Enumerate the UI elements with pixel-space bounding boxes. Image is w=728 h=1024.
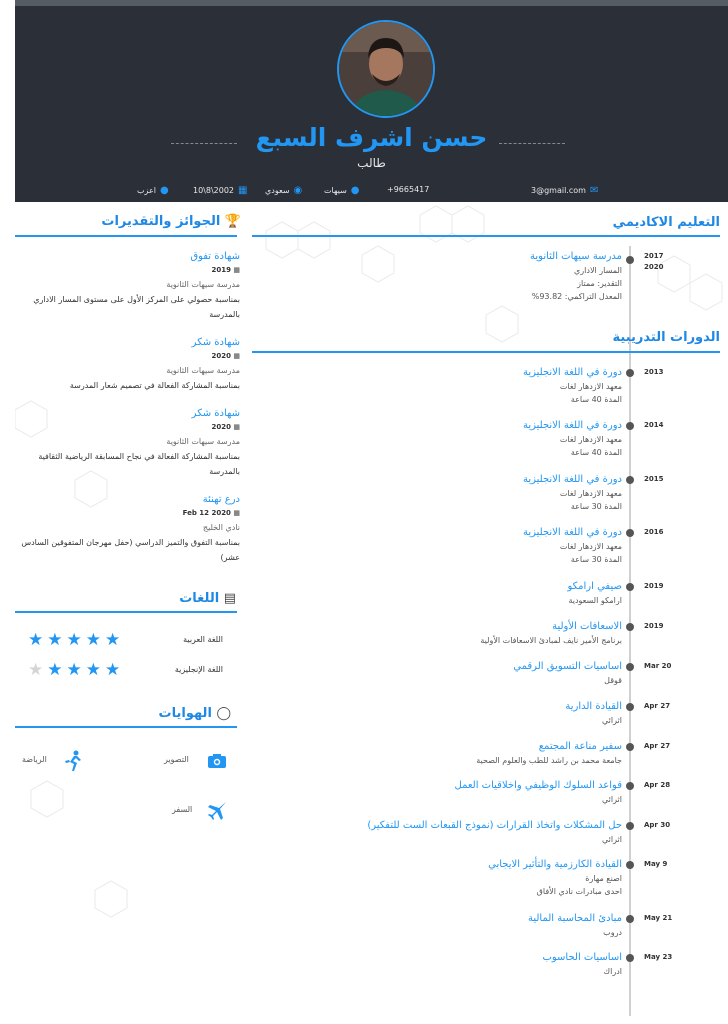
contact-status: ● اعزب bbox=[137, 185, 169, 196]
star-icon: ★ bbox=[28, 630, 48, 650]
hobby-label-sports: الرياضة bbox=[22, 755, 47, 764]
courses-heading-rule bbox=[252, 351, 720, 353]
timeline-dot bbox=[626, 954, 634, 962]
education-school: مدرسة سيهات الثانوية bbox=[530, 251, 622, 262]
star-icon: ★ bbox=[85, 630, 105, 650]
person-icon: ● bbox=[159, 185, 169, 196]
course-entry bbox=[528, 912, 622, 939]
course-date: May 9 bbox=[644, 860, 668, 868]
course-entry bbox=[565, 700, 622, 727]
calendar-icon: ▦ bbox=[230, 266, 240, 274]
hobbies-heading: ◯ الهوايات bbox=[158, 706, 231, 721]
language-rating-stars bbox=[28, 632, 124, 649]
bicycle-icon: ◯ bbox=[216, 706, 231, 721]
calendar-icon: ▦ bbox=[230, 352, 240, 360]
course-date: Apr 28 bbox=[644, 781, 671, 789]
timeline-dot bbox=[626, 782, 634, 790]
timeline-dot bbox=[626, 623, 634, 631]
course-date: Apr 27 bbox=[644, 742, 671, 750]
languages-heading-rule bbox=[15, 611, 237, 613]
timeline-dot bbox=[626, 583, 634, 591]
course-entry bbox=[523, 526, 622, 566]
course-date: May 21 bbox=[644, 914, 673, 922]
profile-photo bbox=[337, 20, 435, 118]
award-org: مدرسة سيهات الثانوية bbox=[166, 280, 240, 289]
chat-icon: ▤ bbox=[223, 591, 236, 606]
timeline-dot bbox=[626, 915, 634, 923]
award-description: بمناسبة المشاركة الفعالة في تصميم شعار المدرسة bbox=[69, 381, 240, 390]
contact-email[interactable]: ✉ 3@gmail.com bbox=[531, 185, 599, 196]
award-title: درع تهنئة bbox=[202, 494, 240, 505]
airplane-icon bbox=[206, 800, 228, 826]
timeline-dot bbox=[626, 743, 634, 751]
award-date: ▦ 2019 bbox=[211, 266, 240, 274]
award-entry bbox=[10, 406, 240, 479]
award-description: بمناسبة حصولي على المركز الأول على مستوى المسار الاداري بالمدرسة bbox=[33, 295, 240, 319]
hobbies-heading-rule bbox=[15, 726, 237, 728]
camera-icon bbox=[208, 753, 226, 772]
course-entry bbox=[455, 779, 623, 806]
timeline-dot bbox=[626, 529, 634, 537]
course-entry bbox=[523, 419, 622, 459]
award-org: نادي الخليج bbox=[202, 523, 240, 532]
course-detail: اصنع مهارة bbox=[585, 874, 622, 883]
course-title: القيادة الكارزمية والتأثير الايجابي bbox=[488, 859, 622, 870]
award-description: بمناسبة التفوق والتميز الدراسي (حفل مهرجان المتفوقين السادس عشر) bbox=[21, 538, 240, 562]
award-org: مدرسة سيهات الثانوية bbox=[166, 366, 240, 375]
course-entry bbox=[513, 660, 622, 687]
contact-phone[interactable]: +9665417 bbox=[387, 185, 430, 194]
star-icon: ★ bbox=[47, 630, 67, 650]
course-entry bbox=[480, 620, 622, 647]
star-icon: ★ bbox=[85, 660, 105, 680]
star-icon: ★ bbox=[47, 660, 67, 680]
award-title: شهادة شكر bbox=[191, 408, 240, 419]
course-date: 2013 bbox=[644, 368, 664, 376]
language-rating-stars bbox=[28, 662, 124, 679]
star-icon: ★ bbox=[66, 660, 86, 680]
timeline-dot bbox=[626, 256, 634, 264]
course-title: اساسيات التسويق الرقمي bbox=[513, 661, 622, 672]
awards-heading: 🏆 الجوائز والتقديرات bbox=[101, 214, 241, 229]
timeline-dot bbox=[626, 861, 634, 869]
course-detail: ارامكو السعودية bbox=[568, 596, 622, 605]
star-icon: ★ bbox=[105, 660, 125, 680]
person-name: حسن اشرف السبع bbox=[255, 123, 488, 152]
course-detail: معهد الازدهار لغات bbox=[559, 382, 622, 391]
award-date: ▦ 2020 bbox=[211, 352, 240, 360]
course-title: اساسيات الحاسوب bbox=[542, 952, 622, 963]
calendar-icon: ▦ bbox=[238, 185, 248, 196]
course-detail: احدى مبادرات نادي الأفاق bbox=[536, 887, 622, 896]
course-title: القيادة الدارية bbox=[565, 701, 622, 712]
course-detail: معهد الازدهار لغات bbox=[559, 435, 622, 444]
award-entry bbox=[10, 492, 240, 565]
contact-city: ● سيهات bbox=[324, 185, 360, 196]
calendar-icon: ▦ bbox=[230, 509, 240, 517]
course-detail: قوقل bbox=[604, 676, 622, 685]
course-entry bbox=[523, 366, 622, 406]
course-detail: اثرائي bbox=[602, 716, 622, 725]
timeline-line bbox=[629, 246, 631, 1016]
timeline-dot bbox=[626, 663, 634, 671]
course-detail: برنامج الأمير نايف لمبادئ الاسعافات الأولية bbox=[480, 636, 622, 645]
person-subtitle: طالب bbox=[357, 156, 386, 170]
course-date: Mar 20 bbox=[644, 662, 672, 670]
language-name: اللغة الإنجليزية bbox=[174, 665, 223, 674]
course-entry bbox=[542, 951, 622, 978]
course-title: قواعد السلوك الوظيفي واخلاقيات العمل bbox=[454, 780, 622, 791]
envelope-icon: ✉ bbox=[589, 185, 599, 196]
course-detail: المدة 30 ساعة bbox=[570, 555, 622, 564]
star-icon: ★ bbox=[66, 630, 86, 650]
education-years: 2017 2020 bbox=[644, 252, 664, 271]
course-date: 2015 bbox=[644, 475, 664, 483]
course-detail: المدة 30 ساعة bbox=[570, 502, 622, 511]
course-entry bbox=[367, 819, 622, 846]
course-detail: معهد الازدهار لغات bbox=[559, 542, 622, 551]
languages-heading: ▤ اللغات bbox=[179, 591, 236, 606]
timeline-dot bbox=[626, 422, 634, 430]
course-title: حل المشكلات واتخاذ القرارات (نموذج القبعات الست للتفكير) bbox=[367, 820, 622, 831]
hobby-label-photography: التصوير bbox=[164, 755, 189, 764]
course-detail: المدة 40 ساعة bbox=[570, 448, 622, 457]
course-detail: ادراك bbox=[603, 967, 622, 976]
trophy-icon: 🏆 bbox=[224, 214, 241, 229]
course-date: 2019 bbox=[644, 582, 664, 590]
profile-header bbox=[15, 6, 728, 202]
hobby-label-travel: السفر bbox=[172, 805, 193, 814]
course-entry bbox=[476, 740, 622, 767]
education-heading-rule bbox=[252, 235, 720, 237]
course-title: دورة في اللغة الانجليزية bbox=[522, 474, 622, 485]
course-date: May 23 bbox=[644, 953, 673, 961]
timeline-dot bbox=[626, 369, 634, 377]
award-entry bbox=[10, 335, 240, 393]
education-heading: التعليم الاكاديمي bbox=[612, 215, 720, 230]
course-date: 2014 bbox=[644, 421, 664, 429]
course-title: دورة في اللغة الانجليزية bbox=[522, 420, 622, 431]
course-title: سفير مناعة المجتمع bbox=[538, 741, 622, 752]
courses-heading: الدورات التدريبية bbox=[612, 330, 720, 345]
course-date: 2016 bbox=[644, 528, 664, 536]
hexagon-pattern-right bbox=[250, 205, 728, 1024]
globe-icon: ◉ bbox=[293, 185, 303, 196]
course-date: Apr 27 bbox=[644, 702, 671, 710]
award-date: ▦ Feb 12 2020 bbox=[182, 509, 240, 517]
course-title: الاسعافات الأولية bbox=[552, 621, 622, 632]
course-detail: دروب bbox=[603, 928, 622, 937]
course-detail: جامعة محمد بن راشد للطب والعلوم الصحية bbox=[476, 756, 622, 765]
award-title: شهادة شكر bbox=[191, 337, 240, 348]
language-name: اللغة العربية bbox=[183, 635, 223, 644]
award-date: ▦ 2020 bbox=[211, 423, 240, 431]
course-detail: اثرائي bbox=[602, 795, 622, 804]
timeline-dot bbox=[626, 822, 634, 830]
course-date: Apr 30 bbox=[644, 821, 671, 829]
course-detail: معهد الازدهار لغات bbox=[559, 489, 622, 498]
award-entry bbox=[10, 249, 240, 322]
award-org: مدرسة سيهات الثانوية bbox=[166, 437, 240, 446]
course-detail: المدة 40 ساعة bbox=[570, 395, 622, 404]
course-title: دورة في اللغة الانجليزية bbox=[522, 367, 622, 378]
contact-nationality: ◉ سعودي bbox=[265, 185, 303, 196]
course-title: صيفي ارامكو bbox=[567, 581, 622, 592]
award-description: بمناسبة المشاركة الفعالة في نجاح المسابقة الرياضية الثقافية بالمدرسة bbox=[38, 452, 240, 476]
course-date: 2019 bbox=[644, 622, 664, 630]
course-title: مبادئ المحاسبة المالية bbox=[527, 913, 622, 924]
star-icon: ★ bbox=[105, 630, 125, 650]
course-entry bbox=[567, 580, 622, 607]
running-icon bbox=[64, 750, 82, 776]
education-entry: مدرسة سيهات الثانوية المسار الاداري التقدير: ممتاز المعدل التراكمي: 93.82% bbox=[530, 251, 622, 301]
awards-heading-rule bbox=[15, 235, 237, 237]
course-title: دورة في اللغة الانجليزية bbox=[522, 527, 622, 538]
contact-birthdate: ▦ 10\8\2002 bbox=[193, 185, 248, 196]
course-entry bbox=[488, 858, 622, 898]
location-pin-icon: ● bbox=[350, 185, 360, 196]
course-entry bbox=[523, 473, 622, 513]
course-detail: اثرائي bbox=[602, 835, 622, 844]
timeline-dot bbox=[626, 703, 634, 711]
star-icon: ★ bbox=[28, 660, 48, 680]
award-title: شهادة تفوق bbox=[190, 251, 240, 262]
calendar-icon: ▦ bbox=[230, 423, 240, 431]
timeline-dot bbox=[626, 476, 634, 484]
